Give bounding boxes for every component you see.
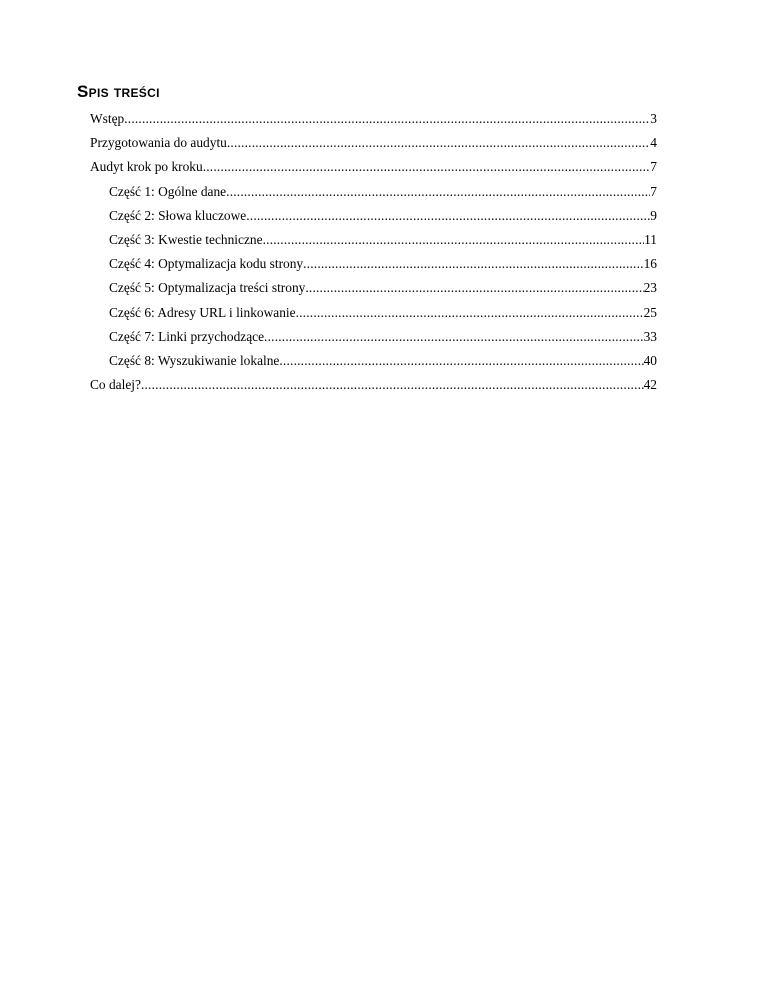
dot-leader — [124, 107, 650, 131]
dot-leader — [141, 373, 644, 397]
toc-entry-page: 33 — [643, 328, 657, 344]
toc-entry-page: 42 — [643, 377, 657, 393]
toc-entry-page: 25 — [643, 304, 657, 320]
dot-leader — [227, 131, 650, 155]
toc-subentry[interactable] — [77, 276, 657, 300]
toc-list — [77, 107, 657, 397]
toc-heading: Spis treści — [77, 82, 160, 101]
dot-leader — [246, 204, 650, 228]
toc-entry-page: 7 — [650, 183, 657, 199]
toc-entry[interactable] — [77, 155, 657, 179]
dot-leader — [303, 252, 643, 276]
toc-subentry[interactable] — [77, 325, 657, 349]
toc-entry-page: 3 — [650, 111, 657, 126]
toc-entry[interactable] — [77, 131, 657, 155]
toc-entry-title: Część 6: Adresy URL i linkowanie — [109, 304, 296, 320]
toc-entry-title: Część 5: Optymalizacja treści strony — [109, 280, 306, 296]
toc-entry-title: Audyt krok po kroku — [90, 159, 203, 175]
dot-leader — [264, 325, 644, 349]
toc-entry-title: Co dalej? — [90, 377, 141, 393]
toc-entry-page: 11 — [644, 231, 657, 247]
toc-entry-page: 4 — [650, 135, 657, 151]
toc-entry-title: Część 2: Słowa kluczowe — [109, 207, 247, 223]
dot-leader — [279, 349, 643, 373]
toc-subentry[interactable] — [77, 204, 657, 228]
toc-subentry[interactable] — [77, 252, 657, 276]
dot-leader — [296, 301, 644, 325]
toc-entry-title: Wstęp — [90, 111, 125, 126]
toc-subentry[interactable] — [77, 301, 657, 325]
toc-subentry[interactable] — [77, 228, 657, 252]
toc-entry-page: 9 — [650, 207, 657, 223]
toc-entry-title: Część 3: Kwestie techniczne — [109, 231, 263, 247]
toc-subentry[interactable] — [77, 349, 657, 373]
toc-subentry[interactable] — [77, 180, 657, 204]
toc-entry-title: Część 8: Wyszukiwanie lokalne — [109, 352, 280, 368]
toc-entry-page: 16 — [643, 256, 657, 272]
toc-entry-title: Część 4: Optymalizacja kodu strony — [109, 256, 304, 272]
dot-leader — [263, 228, 645, 252]
dot-leader — [305, 276, 643, 300]
toc-entry[interactable] — [77, 107, 657, 131]
toc-entry-page: 40 — [643, 352, 657, 368]
toc-entry[interactable] — [77, 373, 657, 397]
toc-entry-title: Część 7: Linki przychodzące — [109, 328, 265, 344]
toc-entry-title: Część 1: Ogólne dane — [109, 183, 227, 199]
toc-entry-page: 7 — [650, 159, 657, 175]
toc-entry-title: Przygotowania do audytu — [90, 135, 227, 151]
table-of-contents — [77, 82, 657, 397]
dot-leader — [226, 180, 650, 204]
toc-entry-page: 23 — [643, 280, 657, 296]
dot-leader — [203, 155, 651, 179]
